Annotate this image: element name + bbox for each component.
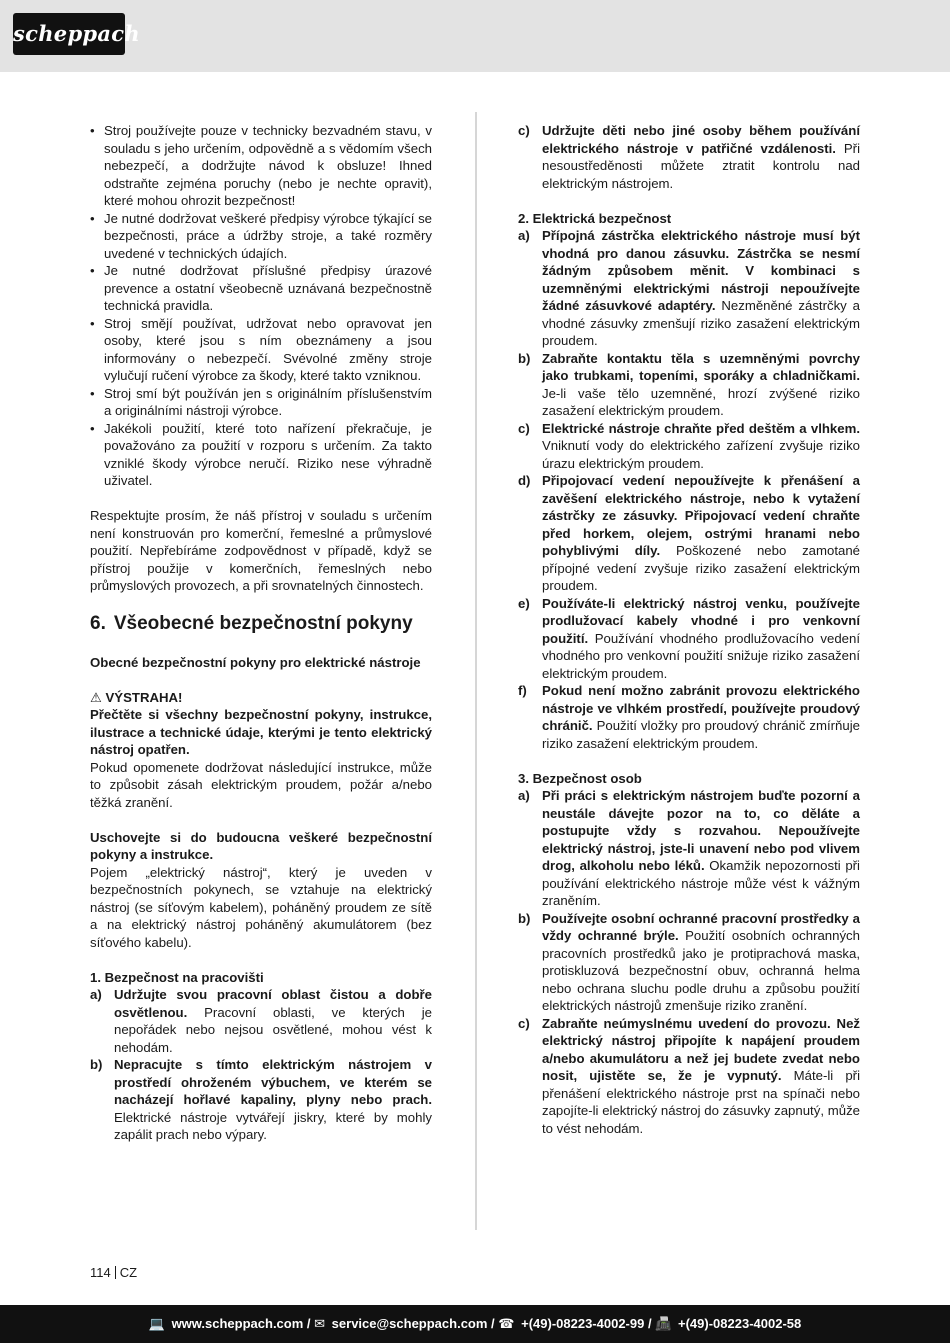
item-text: Je-li vaše tělo uzemněné, hrozí zvýšené riziko zasažení elektrickým proudem. [542,385,860,418]
warning-text: Pokud opomenete dodržovat následující instrukce, může to způsobit zásah elektrickým proudem, požár a/nebo těžká zranění. [90,759,432,810]
list-item: • Jakékoli použití, které toto nařízení překračuje, je považováno za použití v rozporu s určením. Za takto vzniklé škody výrobce neručí. Riziko nese výhradně uživatel. [90,420,432,490]
warning-bold-text: Přečtěte si všechny bezpečnostní pokyny, instrukce, ilustrace a technické údaje, kterými je tento elektrický nástroj opatřen. [90,707,432,757]
item-marker: f) [518,683,527,698]
item-marker: a) [90,987,102,1002]
list-item [518,420,860,473]
page-number [90,1265,137,1280]
item-marker: e) [518,595,530,611]
commercial-use-paragraph: Respektujte prosím, že náš přístroj v souladu s určením není konstruován pro komerční, řemeslné a průmyslové použití. Nepřebíráme zodpovědnost v případě, když se přístroj použije v komerčních, řemeslných nebo průmyslových provozech, a při srovnatelných činnostech. [90,508,432,593]
item-bold-text: Přípojná zástrčka elektrického nástroje musí být vhodná pro danou zásuvku. Zástrčka se nesmí žádným způsobem měnit. V kombinaci s uzemněnými elektrickými nástroji nepoužívejte žádné zásuvkové adaptéry. [542,228,860,313]
computer-icon: 💻 [148,1316,165,1331]
page-separator [115,1266,116,1279]
list-item [518,787,860,910]
left-column [90,122,432,1144]
section-2-title: 2. Elektrická bezpečnost [518,210,672,226]
item-text: Při nesoustředěnosti můžete ztratit kontrolu nad elektrickým nástrojem. [542,140,860,191]
item-marker: b) [518,350,531,366]
list-item [518,122,860,192]
item-text: Okamžik nepozornosti při používání elektrického nástroje může vést k vážným zraněním. [542,858,860,908]
list-item [518,910,860,1015]
list-item: • Je nutné dodržovat příslušné předpisy úrazové prevence a ostatní všeobecně uznávaná bezpečnostně technická pravidla. [90,262,432,315]
keep-instructions-heading: Uschovejte si do budoucna veškeré bezpečnostní pokyny a instrukce. [90,829,432,862]
list-item [518,1015,860,1138]
scheppach-logo: scheppach [13,13,125,55]
item-text: Elektrické nástroje vytvářejí jiskry, které by mohly zapálit prach nebo výpary. [114,1109,432,1142]
language-code: CZ [119,1265,138,1280]
section-2-list [518,227,860,752]
item-bold-text: Udržujte svou pracovní oblast čistou a dobře osvětlenou. [114,987,432,1020]
item-marker: a) [518,788,530,803]
item-bold-text: Používejte osobní ochranné pracovní prostředky a vždy ochranné brýle. [542,910,860,943]
chapter-number: 6. [90,613,106,634]
section-3-list [518,787,860,1137]
item-text: Použití osobních ochranných pracovních prostředků jako je protiprachová maska, protiskluzová bezpečnostní obuv, ochranná helma nebo ochrana sluchu podle druhu a způsobu použití elektrických nástrojů zmenšuje riziko zranění. [542,928,860,1013]
list-item [518,595,860,683]
website-link[interactable]: www.scheppach.com / [171,1316,311,1331]
keep-instructions-text: Pojem „elektrický nástroj“, který je uveden v bezpečnostních pokynech, se vztahuje na elektrický nástroj (se síťovým kabelem), poháněný proudem ze sítě a na elektrický nástroj poháněný akumulátorem (bez síťového kabelu). [90,864,432,950]
item-marker: a) [518,228,530,243]
phone-icon: ☎ [498,1316,515,1331]
item-bold-text: Používáte-li elektrický nástroj venku, používejte prodlužovací kabely vhodné i pro venkovní použití. [542,595,860,646]
section-1-list [90,986,432,1144]
item-marker: c) [518,420,530,436]
warning-triangle-icon: ⚠ [90,689,102,705]
list-item [90,986,432,1056]
item-text: Máte-li při přenášení elektrického nástroje prst na spínači nebo zapojíte-li elektrický nástroj do zásuvky zapnutý, může to vést nehodám. [542,1068,861,1136]
item-bold-text: Zabraňte neúmyslnému uvedení do provozu. Než elektrický nástroj připojíte k napájení proudem a/nebo akumulátoru a než jej budete zvedat nebo nosit, ujistěte se, že je vypnutý. [542,1015,860,1083]
header-bar [0,0,950,72]
list-item [518,350,860,420]
list-item: • Stroj smějí používat, udržovat nebo opravovat jen osoby, které jsou s ním obeznámeny a jsou informovány o nebezpečí. Svévolné změny stroje vylučují ručení výrobce za škody, které takto vzniknou. [90,315,432,385]
fax-number: +(49)-08223-4002-58 [678,1316,802,1331]
warning-title: VÝSTRAHA! [105,689,183,705]
section-1-title: 1. Bezpečnost na pracovišti [90,969,264,985]
item-marker: c) [518,123,530,138]
section-3-title: 3. Bezpečnost osob [518,770,642,786]
chapter-heading [90,612,432,636]
mail-icon: ✉ [314,1316,326,1331]
item-bold-text: Pokud není možno zabránit provozu elektrického nástroje ve vlhkém prostředí, používejte proudový chránič. [542,683,860,733]
item-marker: b) [518,910,531,926]
item-bold-text: Při práci s elektrickým nástrojem buďte pozorní a neustále dávejte pozor na to, co děláte a postupujte vždy s rozvahou. Nepoužívejte elektrický nástroj, jste-li unavení nebo pod vlivem drog, alkoholu nebo léků. [542,788,860,873]
list-item [90,1056,432,1144]
warning-heading [90,689,432,707]
email-link[interactable]: service@scheppach.com / [331,1316,495,1331]
item-bold-text: Nepracujte s tímto elektrickým nástrojem v prostředí ohroženém výbuchem, ve kterém se nacházejí hořlavé kapaliny, plyny nebo prach. [114,1057,432,1107]
item-bold-text: Elektrické nástroje chraňte před deštěm a vlhkem. [542,420,860,436]
section-1-list-continued [518,122,860,192]
list-item [518,227,860,350]
usage-bullet-list [90,122,432,490]
list-item [518,682,860,752]
right-column [518,122,860,1137]
item-marker: c) [518,1015,530,1031]
item-text: Pracovní oblasti, ve kterých je nepořádek nebo nejsou osvětlené, mohou vést k nehodám. [114,1004,432,1055]
phone-number: +(49)-08223-4002-99 / [521,1316,652,1331]
fax-icon: 📠 [655,1316,672,1331]
item-marker: b) [90,1057,103,1072]
list-item: • Stroj používejte pouze v technicky bezvadném stavu, v souladu s jeho určením, odpovědně a s vědomím všech nebezpečí, a dodržujte návod k obsluze! Ihned odstraňte zejména poruchy (nebo je nechte opravit), které mohou ohrozit bezpečnost! [90,122,432,210]
item-text: Nezměněné zástrčky a vhodné zásuvky zmenšují riziko zasažení elektrickým proudem. [542,298,860,348]
item-text: Použití vložky pro proudový chránič zmírňuje riziko zasažení elektrickým proudem. [542,718,860,751]
column-divider [475,112,477,1230]
general-safety-heading: Obecné bezpečnostní pokyny pro elektrické nástroje [90,654,421,670]
item-text: Používání vhodného prodlužovacího vedení vhodného pro venkovní použití snižuje riziko zasažení elektrickým proudem. [542,630,860,681]
contact-footer [0,1305,950,1343]
list-item: • Je nutné dodržovat veškeré předpisy výrobce týkající se bezpečnosti, práce a údržby stroje, a také rozměry uvedené v technických údajích. [90,210,432,263]
item-bold-text: Zabraňte kontaktu těla s uzemněnými povrchy jako trubkami, topeními, sporáky a chladničkami. [542,350,860,383]
item-text: Vniknutí vody do elektrického zařízení zvyšuje riziko úrazu elektrickým proudem. [542,438,860,471]
item-marker: d) [518,473,531,488]
chapter-title: Všeobecné bezpečnostní pokyny [113,613,413,634]
list-item: • Stroj smí být používán jen s originálním příslušenstvím a originálními nástroji výrobce. [90,385,432,420]
item-bold-text: Připojovací vedení nepoužívejte k přenášení a zavěšení elektrického nástroje, nebo k vytažení zástrčky ze zásuvky. Připojovací vedení chraňte před horkem, olejem, ostrými hranami nebo pohyblivými díly. [542,473,860,558]
item-bold-text: Udržujte děti nebo jiné osoby během používání elektrického nástroje v patřičné vzdálenosti. [542,123,860,156]
item-text: Poškozené nebo zamotané přípojné vedení zvyšuje riziko zasažení elektrickým proudem. [542,543,861,593]
page-number-value: 114 [90,1265,111,1280]
list-item [518,472,860,595]
